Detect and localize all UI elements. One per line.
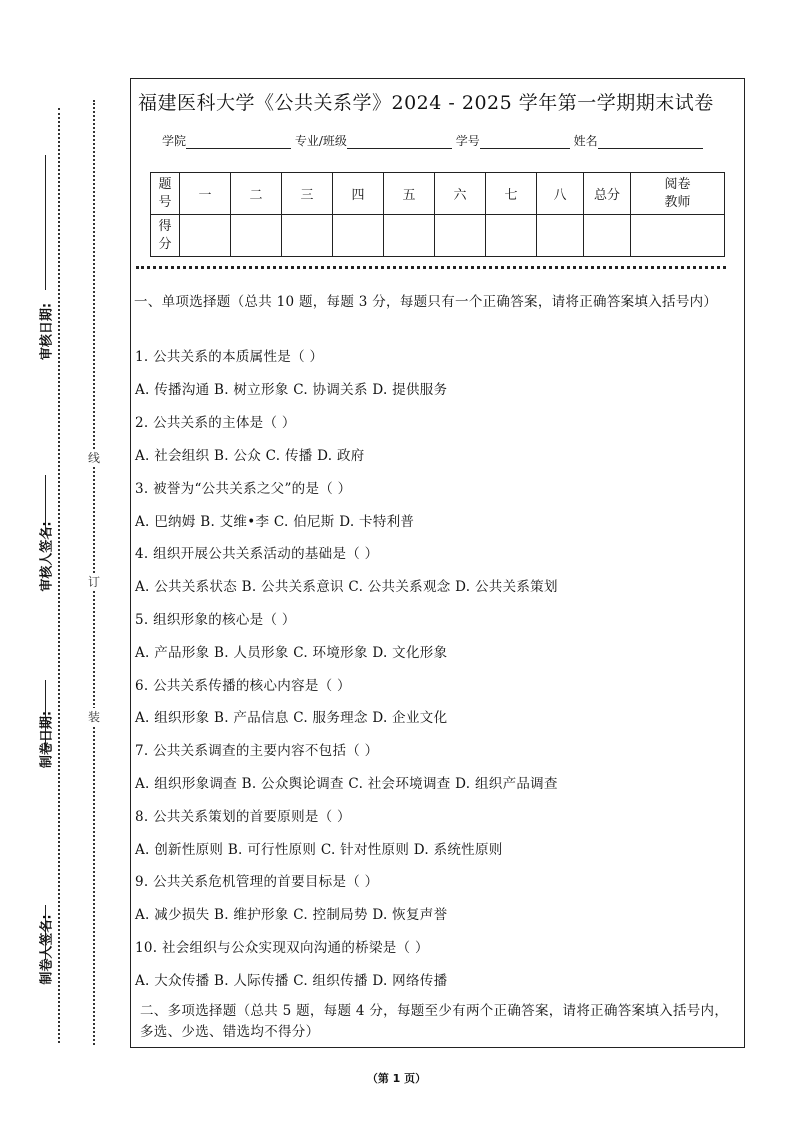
college-field[interactable]: [186, 136, 291, 149]
binding-dotted-line-outer: [58, 108, 60, 1043]
question-9-options: A. 减少损失 B. 维护形象 C. 控制局势 D. 恢复声誉: [135, 907, 448, 923]
page-number: （第 1 页）: [366, 1072, 427, 1085]
score-cell[interactable]: [486, 215, 537, 257]
binding-char-zhuang: 装: [88, 710, 101, 724]
review-date-label: 审核日期:: [39, 302, 55, 361]
question-number-header: 题 号: [151, 173, 180, 215]
question-9: 9. 公共关系危机管理的首要目标是（ ）: [135, 874, 379, 890]
score-row-header: 得 分: [151, 215, 180, 257]
question-6: 6. 公共关系传播的核心内容是（ ）: [135, 678, 351, 694]
score-cell[interactable]: [384, 215, 435, 257]
question-10: 10. 社会组织与公众实现双向沟通的桥梁是（ ）: [135, 940, 429, 956]
col-header: 七: [486, 173, 537, 215]
maker-signature-label: 制卷人签名:: [39, 914, 55, 985]
major-class-field[interactable]: [347, 136, 452, 149]
col-header: 四: [333, 173, 384, 215]
question-1-options: A. 传播沟通 B. 树立形象 C. 协调关系 D. 提供服务: [135, 382, 448, 398]
dotted-separator: [136, 266, 726, 269]
col-header: 六: [435, 173, 486, 215]
question-4: 4. 组织开展公共关系活动的基础是（ ）: [135, 546, 379, 562]
college-label: 学院: [162, 134, 187, 148]
score-cell[interactable]: [282, 215, 333, 257]
exam-title: 福建医科大学《公共关系学》2024 - 2025 学年第一学期期末试卷: [138, 92, 714, 114]
score-cell[interactable]: [180, 215, 231, 257]
maker-date-label: 制卷日期:: [39, 710, 55, 769]
student-id-field[interactable]: [480, 136, 570, 149]
section1-heading: 一、单项选择题（总共 10 题，每题 3 分，每题只有一个正确答案，请将正确答案填入括号内）: [134, 294, 718, 310]
col-header: 二: [231, 173, 282, 215]
score-cell[interactable]: [333, 215, 384, 257]
question-2-options: A. 社会组织 B. 公众 C. 传播 D. 政府: [135, 448, 365, 464]
major-class-label: 专业/班级: [294, 134, 347, 148]
question-8-options: A. 创新性原则 B. 可行性原则 C. 针对性原则 D. 系统性原则: [135, 842, 503, 858]
col-header: 五: [384, 173, 435, 215]
student-id-label: 学号: [455, 134, 480, 148]
col-header: 三: [282, 173, 333, 215]
col-header: 八: [537, 173, 584, 215]
score-cell[interactable]: [435, 215, 486, 257]
student-info-row: [162, 132, 703, 149]
question-5: 5. 组织形象的核心是（ ）: [135, 612, 296, 628]
reviewer-header: 阅卷 教师: [631, 173, 725, 215]
name-label: 姓名: [573, 134, 598, 148]
question-3: 3. 被誉为“公共关系之父”的是（ ）: [135, 481, 352, 497]
question-6-options: A. 组织形象 B. 产品信息 C. 服务理念 D. 企业文化: [135, 710, 448, 726]
score-table: [150, 172, 725, 257]
name-field[interactable]: [598, 136, 703, 149]
reviewer-signature-label: 审核人签名:: [39, 521, 55, 592]
total-score-cell[interactable]: [584, 215, 631, 257]
total-header: 总分: [584, 173, 631, 215]
question-7-options: A. 组织形象调查 B. 公众舆论调查 C. 社会环境调查 D. 组织产品调查: [135, 776, 558, 792]
question-7: 7. 公共关系调查的主要内容不包括（ ）: [135, 743, 379, 759]
question-8: 8. 公共关系策划的首要原则是（ ）: [135, 809, 351, 825]
question-10-options: A. 大众传播 B. 人际传播 C. 组织传播 D. 网络传播: [135, 973, 448, 989]
question-1: 1. 公共关系的本质属性是（ ）: [135, 349, 324, 365]
question-4-options: A. 公共关系状态 B. 公共关系意识 C. 公共关系观念 D. 公共关系策划: [135, 579, 558, 595]
reviewer-cell[interactable]: [631, 215, 725, 257]
question-5-options: A. 产品形象 B. 人员形象 C. 环境形象 D. 文化形象: [135, 645, 448, 661]
question-2: 2. 公共关系的主体是（ ）: [135, 415, 296, 431]
review-date-line: [45, 155, 46, 290]
score-cell[interactable]: [537, 215, 584, 257]
score-cell[interactable]: [231, 215, 282, 257]
binding-char-ding: 订: [88, 575, 101, 589]
col-header: 一: [180, 173, 231, 215]
section2-heading: 二、多项选择题（总共 5 题，每题 4 分，每题至少有两个正确答案，请将正确答案填入括号内，多选、少选、错选均不得分）: [140, 1003, 729, 1040]
question-3-options: A. 巴纳姆 B. 艾维•李 C. 伯尼斯 D. 卡特利普: [135, 514, 415, 530]
binding-char-xian: 线: [88, 451, 101, 465]
